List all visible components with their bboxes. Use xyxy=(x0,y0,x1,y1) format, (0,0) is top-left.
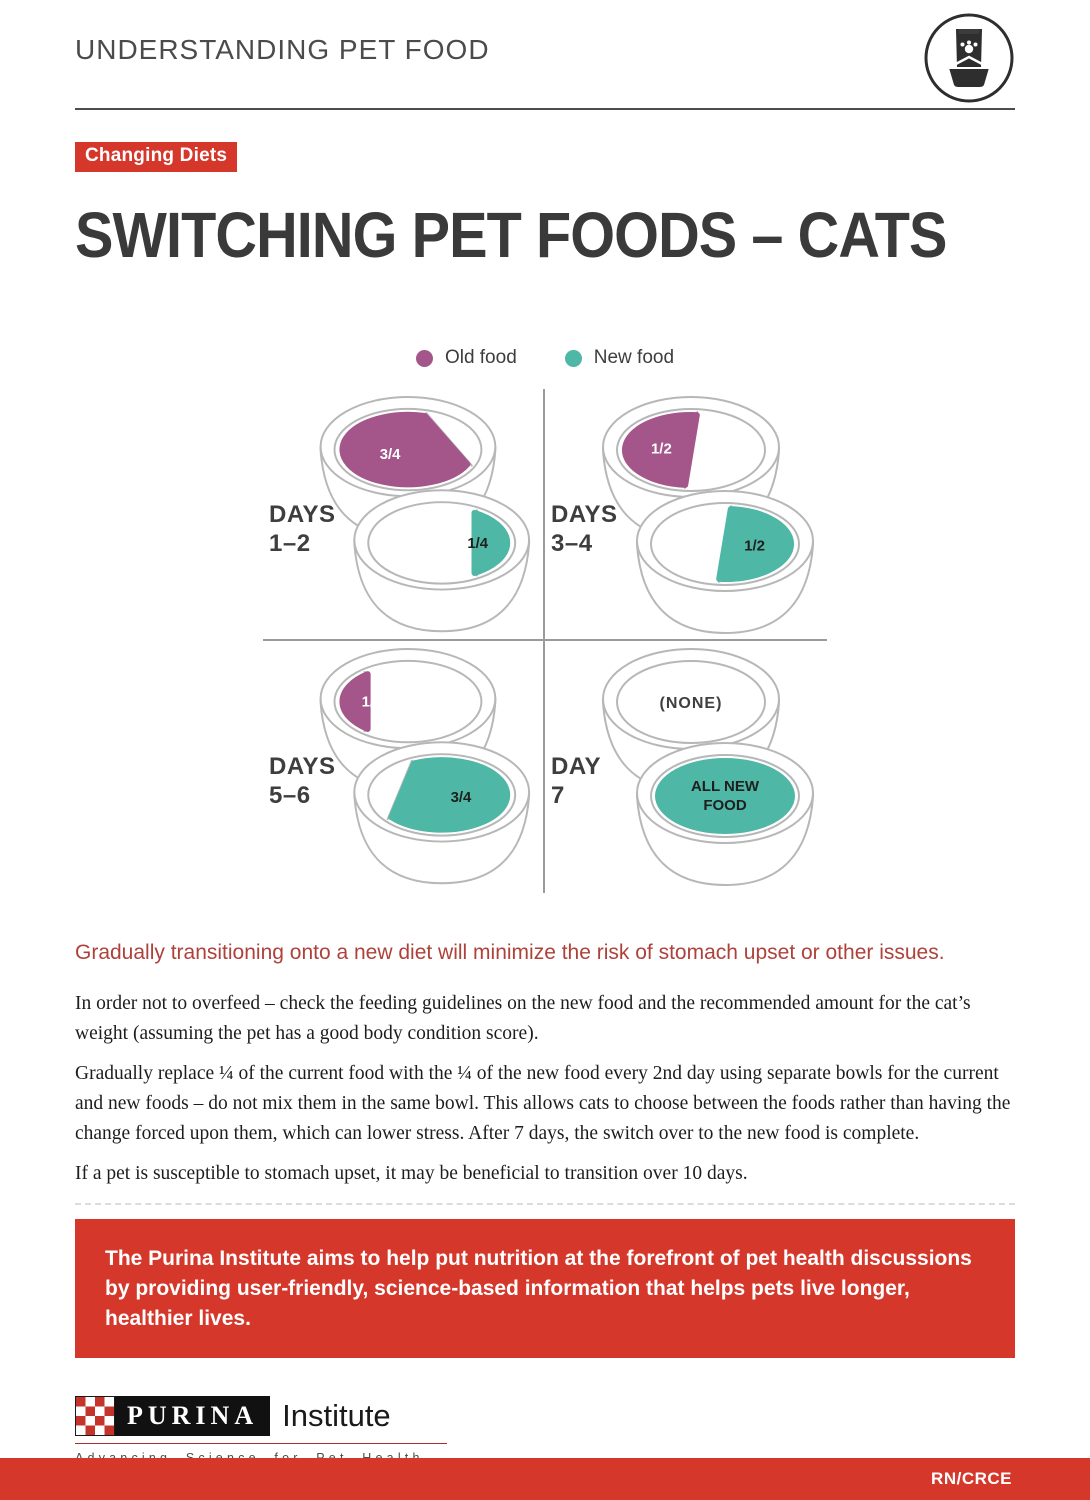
bowl-amount-label: 1/4 xyxy=(467,536,489,553)
institute-wordmark: Institute xyxy=(282,1398,391,1434)
quadrant-label xyxy=(269,501,335,559)
header-divider-rule xyxy=(75,108,1015,110)
bowl-amount-label: FOOD xyxy=(703,797,747,815)
logo-underline xyxy=(75,1443,447,1444)
quadrant-label-range: 7 xyxy=(551,781,565,809)
legend-item-new-food xyxy=(565,347,674,369)
quadrant-label-word: DAYS xyxy=(269,753,336,781)
section-divider-dashed xyxy=(75,1203,1015,1205)
bowl-new-food xyxy=(637,743,813,885)
old-food-dot-icon xyxy=(416,350,433,367)
mission-banner: The Purina Institute aims to help put nutrition at the forefront of pet health discussions by providing user-friendly, science-based information that helps pets live longer, healthier lives. xyxy=(75,1219,1015,1358)
quadrant-label-word: DAYS xyxy=(269,501,336,529)
footer-bar xyxy=(0,1458,1090,1500)
bowl-new-food xyxy=(354,490,529,631)
body-copy xyxy=(75,989,1015,1189)
quadrant-label-range: 5–6 xyxy=(269,781,311,809)
bowl-amount-label: 1/2 xyxy=(650,440,672,458)
legend-item-old-food xyxy=(416,347,517,369)
legend xyxy=(75,347,1015,369)
legend-label-old-food: Old food xyxy=(444,347,517,369)
quadrant-label-word: DAYS xyxy=(551,501,618,529)
quadrant-label-range: 1–2 xyxy=(269,529,311,557)
new-food-dot-icon xyxy=(565,350,582,367)
quadrant-label xyxy=(269,753,335,811)
quadrant-days-3-4 xyxy=(545,389,827,641)
bowl-amount-label: ALL NEW xyxy=(690,778,760,796)
bowl-amount-label: (NONE) xyxy=(659,695,723,713)
quadrant-label xyxy=(551,501,617,559)
quadrant-day-7 xyxy=(545,641,827,893)
quadrant-label-word: DAY xyxy=(551,753,601,781)
body-paragraph: If a pet is susceptible to stomach upset, it may be beneficial to transition over 10 days. xyxy=(75,1163,748,1185)
bowl-new-food xyxy=(354,742,529,883)
bowl-new-food xyxy=(637,491,813,633)
body-paragraph: Gradually replace ¼ of the current food with the ¼ of the new food every 2nd day using separate bowls for the current and new foods – do not mix them in the same bowl. This allows cats to choose between the foods rather than having the change forced upon them, which can lower stress. After 7 days, the switch over to the new food is complete. xyxy=(75,1063,1011,1144)
quadrant-label-range: 3–4 xyxy=(551,529,593,557)
changing-diets-badge: Changing Diets xyxy=(75,142,237,172)
bowl-amount-label: 1/4 xyxy=(361,694,383,711)
purina-institute-logo xyxy=(75,1396,447,1465)
pet-food-bag-and-bowl-icon xyxy=(923,12,1015,104)
footer-code: RN/CRCE xyxy=(931,1469,1012,1488)
purina-wordmark: PURINA xyxy=(115,1396,270,1436)
page-title: SWITCHING PET FOODS – CATS xyxy=(75,199,947,271)
bowl-amount-label: 1/2 xyxy=(744,537,766,555)
quadrant-days-5-6 xyxy=(263,641,545,893)
transition-diagram xyxy=(263,389,827,893)
header-title: UNDERSTANDING PET FOOD xyxy=(75,34,490,65)
quadrant-label xyxy=(551,753,601,811)
bowl-amount-label: 3/4 xyxy=(450,790,472,807)
body-paragraph: In order not to overfeed – check the feeding guidelines on the new food and the recommended amount for the cat’s weight (assuming the pet has a good body condition score). xyxy=(75,993,971,1044)
lead-text: Gradually transitioning onto a new diet will minimize the risk of stomach upset or other issues. xyxy=(75,941,945,965)
legend-label-new-food: New food xyxy=(593,347,675,369)
quadrant-days-1-2 xyxy=(263,389,545,641)
page-header xyxy=(75,0,1015,104)
purina-checkerboard-icon xyxy=(75,1396,115,1436)
bowl-amount-label: 3/4 xyxy=(379,447,401,464)
